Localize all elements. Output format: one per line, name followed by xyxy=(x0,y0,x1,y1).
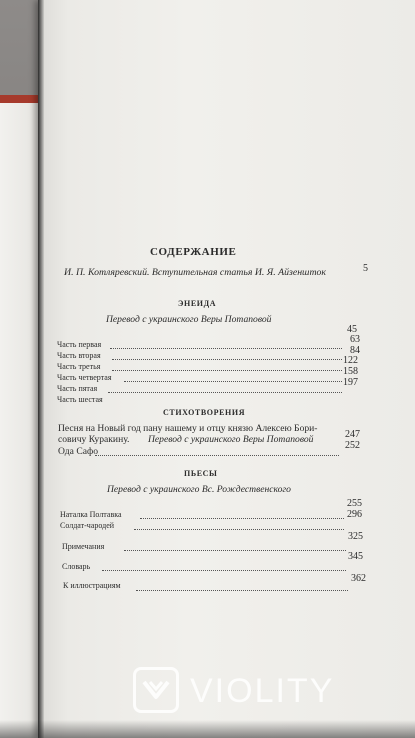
poems-heading: СТИХОТВОРЕНИЯ xyxy=(163,408,246,417)
plays-item-page: 255 xyxy=(347,498,362,509)
poems-line2a: совичу Куракину. xyxy=(58,434,130,445)
notes-page: 325 xyxy=(348,531,363,542)
dot-leader xyxy=(124,550,346,551)
aeneid-part-label: Часть третья xyxy=(57,362,101,371)
poems-line2-page: 247 xyxy=(345,429,360,440)
poems-ode: Ода Сафо xyxy=(58,446,99,457)
plays-item-page: 296 xyxy=(347,509,362,520)
dot-leader xyxy=(140,518,344,519)
aeneid-part-page: 45 xyxy=(347,324,357,335)
dot-leader xyxy=(112,359,342,360)
illustrations-page: 362 xyxy=(351,573,366,584)
book-cover-edge xyxy=(0,95,40,103)
plays-heading: ПЬЕСЫ xyxy=(184,469,218,478)
dot-leader xyxy=(136,590,348,591)
dot-leader xyxy=(134,529,344,530)
plays-subtitle: Перевод с украинского Вс. Рождественского xyxy=(107,484,291,495)
glossary-label: Словарь xyxy=(62,562,91,571)
dot-leader xyxy=(102,570,346,571)
aeneid-part-page: 63 xyxy=(350,334,360,345)
toc-intro-page: 5 xyxy=(363,263,368,274)
aeneid-part-label: Часть пятая xyxy=(57,384,98,393)
illustrations-label: К иллюстрациям xyxy=(63,581,121,590)
poems-line2b: Перевод с украинского Веры Потаповой xyxy=(148,434,314,445)
aeneid-part-page: 197 xyxy=(343,377,358,388)
aeneid-part-label: Часть первая xyxy=(57,340,102,349)
aeneid-part-label: Часть вторая xyxy=(57,351,101,360)
aeneid-part-label: Часть шестая xyxy=(57,395,103,404)
plays-item-label: Наталка Полтавка xyxy=(60,510,122,519)
dot-leader xyxy=(95,455,339,456)
dot-leader xyxy=(110,348,342,349)
poems-line1: Песня на Новый год пану нашему и отцу князю Алексею Бори- xyxy=(58,423,318,434)
page-gutter xyxy=(38,0,44,738)
dot-leader xyxy=(112,370,342,371)
toc-intro: И. П. Котляревский. Вступительная статья И. Я. Айзеншток xyxy=(64,267,327,278)
watermark-text: VIOLITY xyxy=(190,672,335,710)
bottom-shadow xyxy=(0,720,415,738)
book-page-stack xyxy=(0,100,42,738)
glossary-page: 345 xyxy=(348,551,363,562)
notes-label: Примечания xyxy=(62,542,105,551)
aeneid-subtitle: Перевод с украинского Веры Потаповой xyxy=(106,314,272,325)
poems-ode-page: 252 xyxy=(345,440,360,451)
aeneid-part-label: Часть четвертая xyxy=(57,373,112,382)
dot-leader xyxy=(108,392,342,393)
aeneid-part-page: 158 xyxy=(343,366,358,377)
aeneid-part-page: 122 xyxy=(343,355,358,366)
aeneid-part-page: 84 xyxy=(350,345,360,356)
dot-leader xyxy=(124,381,342,382)
plays-item-label: Солдат-чародей xyxy=(60,521,115,530)
violity-logo-icon xyxy=(133,667,179,713)
aeneid-heading: ЭНЕИДА xyxy=(178,299,217,308)
toc-title: СОДЕРЖАНИЕ xyxy=(150,246,237,258)
